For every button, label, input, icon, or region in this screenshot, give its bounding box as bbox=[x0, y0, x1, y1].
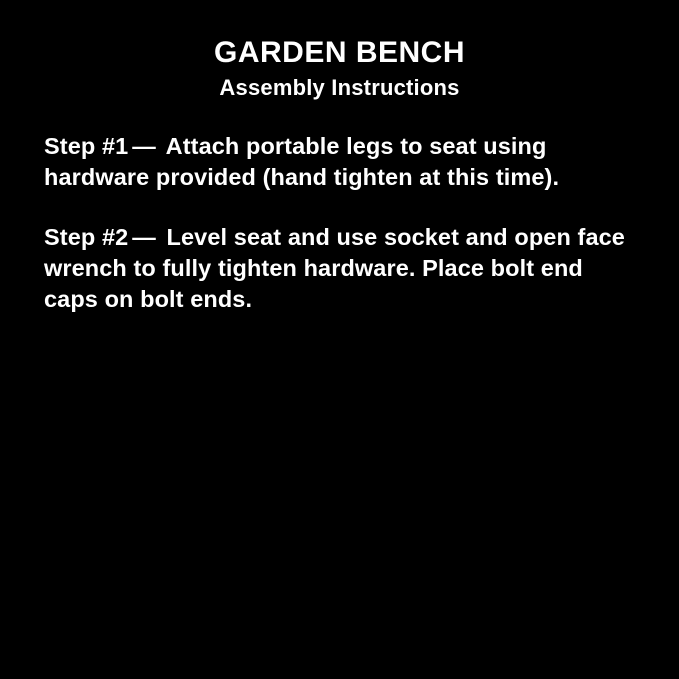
step-label: Step #2 bbox=[44, 224, 129, 251]
step-dash: — bbox=[132, 133, 156, 160]
page-subtitle: Assembly Instructions bbox=[219, 75, 460, 100]
steps-list bbox=[0, 131, 679, 314]
step-item bbox=[44, 222, 635, 314]
step-text: Level seat and use socket and open face wrench to fully tighten hardware. Place bolt end caps on bolt ends. bbox=[44, 224, 625, 312]
step-dash: — bbox=[132, 224, 156, 251]
document-header bbox=[0, 0, 679, 101]
page-title: GARDEN BENCH bbox=[213, 36, 465, 69]
step-item bbox=[44, 131, 635, 192]
step-label: Step #1 bbox=[44, 133, 129, 160]
step-text: Attach portable legs to seat using hardware provided (hand tighten at this time). bbox=[44, 133, 560, 190]
